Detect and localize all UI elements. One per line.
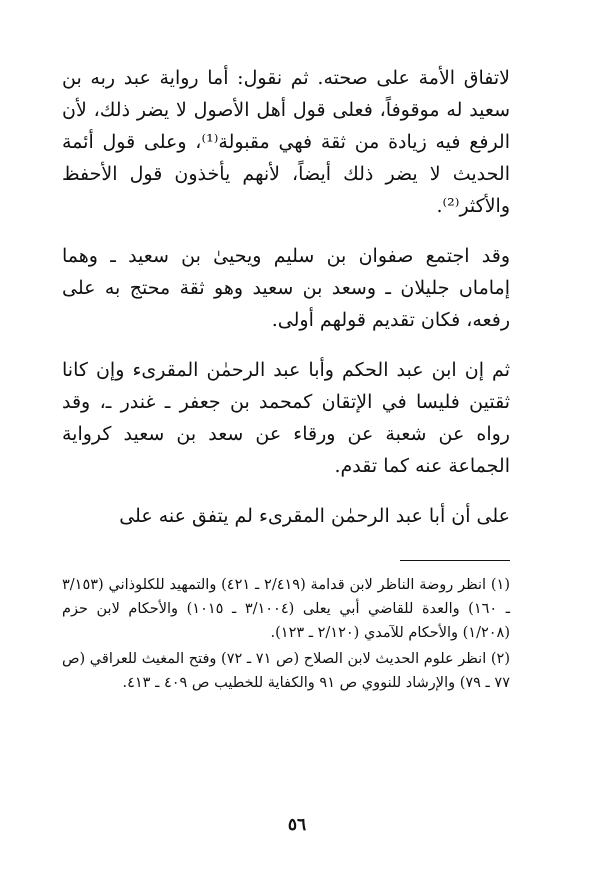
page-number: ٥٦: [287, 815, 307, 835]
paragraph-1: لاتفاق الأمة على صحته. ثم نقول: أما رواية عبد ربه بن سعيد له موقوفاً، فعلى قول أهل الأصول لا يضر ذلك، لأن الرفع فيه زيادة من ثقة فهي مقبولة⁽¹⁾، وعلى قول أئمة الحديث لا يضر ذلك أيضاً، لأنهم يأخذون قول الأحفظ والأكثر⁽²⁾.: [62, 67, 510, 217]
footnote-2: (٢) انظر علوم الحديث لابن الصلاح (ص ٧١ ـ ٧٢) وفتح المغيث للعراقي (ص ٧٧ ـ ٧٩) والإرشاد للنووي ص ٩١ والكفاية للخطيب ص ٤٠٩ ـ ٤١٣.: [62, 651, 510, 691]
paragraph-3: ثم إن ابن عبد الحكم وأبا عبد الرحمٰن المقرىء وإن كانا ثقتين فليسا في الإتقان كمحمد بن جعفر ـ غندر ـ، وقد رواه عن شعبة عن ورقاء عن سعد بن سعيد كرواية الجماعة عنه كما تقدم.: [62, 359, 510, 477]
paragraph-4: على أن أبا عبد الرحمٰن المقرىء لم يتفق عنه على: [119, 505, 510, 527]
footnote-divider: [400, 560, 510, 561]
footnotes: [62, 573, 510, 695]
paragraph-2: وقد اجتمع صفوان بن سليم ويحيىٰ بن سعيد ـ وهما إماماں جليلان ـ وسعد بن سعيد وهو ثقة محتج به على رفعه، فكان تقديم قولهم أولى.: [62, 245, 510, 331]
footnote-1: (١) انظر روضة الناظر لابن قدامة (٢/٤١٩ ـ ٤٢١) والتمهيد للكلوذاني (٣/١٥٣ ـ ١٦٠) والعدة للقاضي أبي يعلى (٣/١٠٠٤ ـ ١٠١٥) والأحكام لابن حزم (١/٢٠٨) والأحكام للآمدي (٢/١٢٠ ـ ١٢٣).: [62, 577, 511, 641]
page-body: [62, 62, 510, 862]
